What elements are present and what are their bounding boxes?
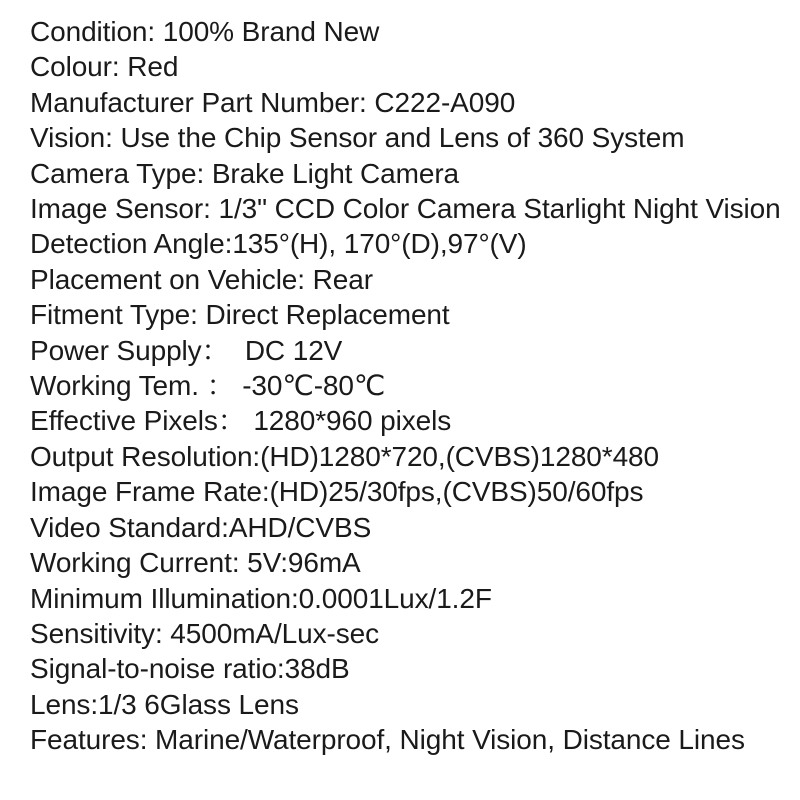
spec-line-snr: Signal-to-noise ratio:38dB <box>30 653 350 685</box>
spec-line-frame-rate: Image Frame Rate:(HD)25/30fps,(CVBS)50/60fps <box>30 476 644 508</box>
spec-line-image-sensor: Image Sensor: 1/3" CCD Color Camera Starlight Night Vision <box>30 193 781 225</box>
spec-line-condition: Condition: 100% Brand New <box>30 16 380 47</box>
spec-line-sensitivity: Sensitivity: 4500mA/Lux-sec <box>30 617 380 649</box>
spec-line-detection-angle: Detection Angle:135°(H), 170°(D),97°(V) <box>30 228 527 260</box>
spec-line-power-supply: Power Supply： DC 12V <box>30 334 343 366</box>
spec-line-features: Features: Marine/Waterproof, Night Vision, Distance Lines <box>30 724 745 756</box>
spec-line-video-standard: Video Standard:AHD/CVBS <box>30 511 372 543</box>
spec-line-colour: Colour: Red <box>30 51 179 83</box>
spec-line-fitment-type: Fitment Type: Direct Replacement <box>30 299 450 331</box>
spec-line-placement: Placement on Vehicle: Rear <box>30 263 373 295</box>
spec-line-working-current: Working Current: 5V:96mA <box>30 547 361 579</box>
spec-line-working-temp: Working Tem. ： -30℃-80℃ <box>30 370 386 402</box>
spec-line-effective-pixels: Effective Pixels： 1280*960 pixels <box>30 405 452 437</box>
spec-line-vision: Vision: Use the Chip Sensor and Lens of 360 System <box>30 122 685 154</box>
product-spec-sheet <box>30 14 796 758</box>
spec-line-camera-type: Camera Type: Brake Light Camera <box>30 157 460 189</box>
spec-line-mpn: Manufacturer Part Number: C222-A090 <box>30 86 516 118</box>
spec-line-lens: Lens:1/3 6Glass Lens <box>30 688 299 720</box>
spec-line-output-resolution: Output Resolution:(HD)1280*720,(CVBS)1280*480 <box>30 440 659 472</box>
spec-line-min-illumination: Minimum Illumination:0.0001Lux/1.2F <box>30 582 492 614</box>
